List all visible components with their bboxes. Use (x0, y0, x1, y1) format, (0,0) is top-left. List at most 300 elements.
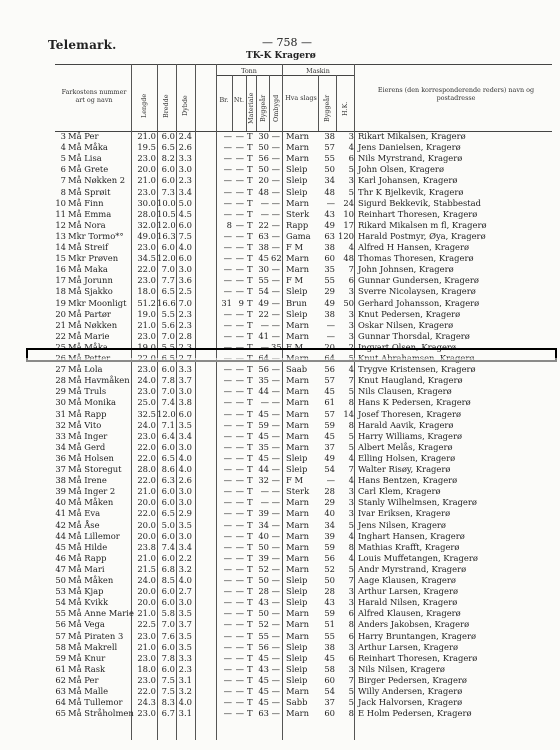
cell-type-and-name (68, 686, 108, 696)
cell-by: 56 (258, 641, 269, 652)
cell-mat: T (247, 175, 253, 186)
cell-by: 50 (258, 541, 269, 552)
cell-owner: Jens Nilsen, Kragerø (358, 519, 446, 530)
cell-type-and-name (68, 397, 116, 407)
cell-nt: — (235, 264, 244, 275)
cell-name: Holsen (84, 452, 114, 463)
cell-dyb: 3.0 (178, 530, 192, 541)
cell-name: Emma (84, 208, 112, 219)
cell-dyb: 5.0 (178, 197, 192, 208)
cell-type: Mkr (68, 253, 86, 264)
cell-type-and-name (68, 631, 123, 641)
cell-type: Må (68, 319, 82, 330)
cell-dyb: 3.8 (178, 397, 192, 408)
cell-nt: — (235, 208, 244, 219)
cell-dyb: 2.6 (178, 475, 192, 486)
cell-name: Inger 2 (84, 486, 116, 497)
table-row (0, 553, 560, 563)
cell-br: — (223, 308, 232, 319)
cell-by: — (260, 197, 269, 208)
cell-name: Tullemor (84, 697, 123, 708)
cell-om: — (271, 408, 280, 419)
cell-no: 15 (55, 253, 66, 264)
cell-dyb: 2.6 (178, 142, 192, 153)
cell-nt: — (235, 408, 244, 419)
cell-mat: T (247, 164, 253, 175)
cell-br: — (223, 230, 232, 241)
cell-by: 50 (258, 575, 269, 585)
cell-name: Rapp (84, 408, 107, 419)
cell-owner: Reinhart Thoresen, Kragerø (358, 652, 478, 663)
cell-bygg: 34 (324, 175, 335, 186)
cell-len: 25.0 (137, 397, 156, 408)
cell-brd: 6.5 (161, 508, 175, 519)
cell-bygg: 45 (324, 652, 335, 663)
cell-hk: 6 (348, 275, 354, 286)
cell-type-and-name (68, 453, 114, 463)
cell-nt: — (235, 330, 244, 341)
cell-mat: T (247, 330, 253, 341)
table-row (0, 231, 560, 241)
cell-om: — (271, 131, 280, 141)
row-overlap-shade (0, 358, 560, 362)
cell-hva: Marn (286, 508, 309, 519)
cell-name: Måka (84, 142, 108, 153)
cell-hva: Marn (286, 497, 309, 508)
cell-owner: Josef Thoresen, Kragerø (358, 408, 461, 419)
cell-len: 20.0 (137, 519, 156, 530)
cell-bygg: 56 (324, 552, 335, 563)
cell-br: — (223, 708, 232, 719)
cell-type-and-name (68, 286, 113, 296)
cell-dyb: 4.0 (178, 242, 192, 252)
table-row (0, 597, 560, 607)
cell-name: Moonligt (88, 297, 127, 308)
cell-dyb: 3.3 (178, 364, 192, 375)
cell-no: 64 (55, 697, 66, 708)
cell-len: 21.0 (137, 131, 156, 141)
cell-brd: 16.6 (157, 297, 176, 308)
cell-nt: — (235, 552, 244, 563)
cell-no: 6 (60, 164, 66, 175)
cell-hva: Sleip (286, 586, 308, 597)
cell-nt: — (235, 619, 244, 630)
cell-len: 23.0 (137, 242, 156, 252)
cell-br: — (223, 286, 232, 297)
cell-name: Kjap (84, 586, 104, 597)
cell-mat: T (247, 341, 253, 352)
cell-hva: Marn (286, 397, 309, 408)
cell-nt: — (235, 541, 244, 552)
cell-owner: Andr Myrstrand, Kragerø (358, 563, 467, 574)
cell-len: 22.0 (137, 686, 156, 696)
cell-br: — (223, 186, 232, 197)
cell-hk: 3 (348, 319, 354, 330)
cell-nt: — (235, 452, 244, 463)
cell-owner: Aage Klausen, Kragerø (358, 575, 456, 585)
table-row (0, 642, 560, 652)
cell-no: 59 (55, 652, 66, 663)
header-tonn: Tonn (241, 67, 257, 75)
cell-br: — (223, 630, 232, 641)
cell-type-and-name (68, 420, 101, 430)
cell-br: — (223, 497, 232, 508)
cell-bygg: 60 (324, 253, 335, 264)
cell-type: Må (68, 697, 82, 708)
cell-br: — (223, 319, 232, 330)
cell-no: 40 (55, 497, 66, 508)
cell-name: Malle (84, 686, 109, 696)
cell-owner: Sverre Nicolaysen, Kragerø (358, 286, 476, 297)
cell-type: Må (68, 186, 82, 197)
cell-om: — (271, 308, 280, 319)
cell-nt: — (235, 441, 244, 452)
cell-br: — (223, 419, 232, 430)
cell-name: Prøven (88, 253, 119, 264)
cell-br: — (223, 697, 232, 708)
cell-name: Monika (84, 397, 117, 408)
cell-name: Grete (84, 164, 109, 175)
cell-hva: Marn (286, 197, 309, 208)
cell-mat: T (247, 519, 253, 530)
cell-by: 45 (258, 452, 269, 463)
cell-mat: T (247, 308, 253, 319)
cell-br: — (223, 475, 232, 486)
cell-type-and-name (68, 664, 105, 674)
cell-hva: Sleip (286, 175, 308, 186)
cell-by: — (260, 397, 269, 408)
cell-brd: 12.0 (157, 408, 176, 419)
cell-type: Må (68, 552, 82, 563)
cell-nt: — (235, 486, 244, 497)
cell-owner: Albert Melås, Kragerø (358, 441, 453, 452)
cell-hva: F M (286, 475, 304, 486)
cell-by: 56 (258, 153, 269, 164)
cell-type-and-name (68, 442, 105, 452)
cell-no: 36 (55, 452, 66, 463)
cell-len: 20.0 (137, 530, 156, 541)
cell-hva: Rapp (286, 219, 309, 230)
cell-nt: — (235, 219, 244, 230)
cell-owner: Alfred H Hansen, Kragerø (358, 242, 470, 252)
cell-no: 39 (55, 486, 66, 497)
cell-no: 19 (55, 297, 66, 308)
cell-owner: John Olsen, Kragerø (358, 164, 444, 175)
cell-mat: T (247, 586, 253, 597)
cell-brd: 6.0 (161, 641, 175, 652)
cell-nt: — (235, 686, 244, 696)
cell-len: 24.0 (137, 419, 156, 430)
cell-no: 55 (55, 608, 66, 619)
cell-len: 20.0 (137, 586, 156, 597)
cell-name: Tormo*° (88, 230, 124, 241)
cell-br: — (223, 275, 232, 286)
cell-br: — (223, 686, 232, 696)
cell-mat: T (247, 619, 253, 630)
cell-br: — (223, 175, 232, 186)
cell-len: 51.2 (137, 297, 156, 308)
cell-hk: 3 (348, 486, 354, 497)
cell-nt: — (235, 308, 244, 319)
cell-len: 21.0 (137, 552, 156, 563)
cell-owner: Thomas Thoresen, Kragerø (358, 253, 474, 264)
cell-hva: Sleip (286, 652, 308, 663)
cell-no: 62 (55, 674, 66, 685)
cell-type-and-name (68, 275, 113, 285)
cell-nt: — (235, 497, 244, 508)
cell-len: 23.0 (137, 386, 156, 397)
cell-len: 23.0 (137, 330, 156, 341)
cell-mat: T (247, 563, 253, 574)
cell-mat: T (247, 153, 253, 164)
cell-brd: 16.3 (157, 230, 176, 241)
cell-no: 34 (55, 441, 66, 452)
cell-by: 22 (258, 219, 269, 230)
cell-dyb: 3.5 (178, 630, 192, 641)
cell-mat: T (247, 386, 253, 397)
cell-name: Måka (84, 341, 108, 352)
cell-no: 28 (55, 375, 66, 386)
cell-by: 40 (258, 530, 269, 541)
cell-hva: Marn (286, 419, 309, 430)
cell-dyb: 2.9 (178, 508, 192, 519)
table-row (0, 531, 560, 541)
cell-type: Må (68, 630, 82, 641)
cell-nt: — (235, 630, 244, 641)
cell-owner: Harald Aavik, Kragerø (358, 419, 454, 430)
cell-len: 19.5 (137, 142, 156, 153)
cell-owner: E Holm Pedersen, Kragerø (358, 708, 472, 719)
table-row (0, 264, 560, 274)
cell-nt: — (235, 530, 244, 541)
cell-type: Må (68, 575, 82, 585)
cell-name: Vito (84, 419, 102, 430)
cell-om: — (271, 508, 280, 519)
cell-no: 61 (55, 663, 66, 674)
cell-hva: Sabb (286, 697, 308, 708)
cell-mat: T (247, 641, 253, 652)
cell-nt: — (235, 242, 244, 252)
cell-hk: 5 (348, 386, 354, 397)
cell-br: — (223, 375, 232, 386)
table-row (0, 375, 560, 385)
cell-len: 21.0 (137, 319, 156, 330)
cell-bygg: 49 (324, 452, 335, 463)
cell-len: 23.8 (137, 541, 156, 552)
cell-brd: 10.0 (157, 197, 176, 208)
cell-om: — (271, 641, 280, 652)
cell-type: Må (68, 242, 82, 252)
cell-type: Mkr (68, 297, 86, 308)
cell-mat: T (247, 630, 253, 641)
header-lengde: Lengde (140, 93, 148, 118)
header-br: Br. (219, 96, 229, 104)
cell-type: Må (68, 308, 82, 319)
cell-by: 30 (258, 264, 269, 275)
cell-type-and-name (68, 520, 100, 530)
cell-om: — (271, 219, 280, 230)
cell-om: — (271, 297, 280, 308)
cell-type-and-name (68, 486, 115, 496)
cell-len: 24.0 (137, 375, 156, 386)
header-dybde: Dybde (181, 95, 189, 116)
cell-hk: 5 (348, 563, 354, 574)
cell-type-and-name (68, 608, 134, 618)
cell-om: — (271, 686, 280, 696)
cell-hk: 5 (348, 697, 354, 708)
cell-type: Må (68, 663, 82, 674)
cell-no: 29 (55, 386, 66, 397)
cell-type: Må (68, 264, 82, 275)
cell-type: Må (68, 597, 82, 608)
cell-brd: 8.3 (161, 697, 175, 708)
cell-name: Storegut (84, 464, 122, 474)
cell-type: Må (68, 652, 82, 663)
cell-nt: — (235, 386, 244, 397)
cell-brd: 7.6 (161, 630, 175, 641)
cell-dyb: 3.4 (178, 186, 192, 197)
cell-hk: 5 (348, 430, 354, 441)
column-divider (256, 75, 257, 131)
cell-len: 23.0 (137, 708, 156, 719)
cell-type: Må (68, 330, 82, 341)
table-row (0, 608, 560, 618)
header-byggear: Byggeår (259, 94, 267, 122)
cell-owner: Harry Williams, Kragerø (358, 430, 463, 441)
cell-type-and-name (68, 409, 106, 419)
cell-nt: — (235, 164, 244, 175)
cell-name: Jorunn (84, 275, 113, 286)
cell-len: 28.0 (137, 464, 156, 474)
cell-owner: Oskar Nilsen, Kragerø (358, 319, 454, 330)
cell-hk: 8 (348, 541, 354, 552)
cell-hva: Marn (286, 686, 309, 696)
cell-hk: 7 (348, 674, 354, 685)
cell-om: — (271, 186, 280, 197)
cell-by: 22 (258, 308, 269, 319)
cell-type-and-name (68, 309, 111, 319)
cell-hk: 7 (348, 464, 354, 474)
cell-name: Sprøit (84, 186, 111, 197)
cell-by: 44 (258, 386, 269, 397)
cell-owner: Nils Clausen, Kragerø (358, 386, 452, 397)
cell-type-and-name (68, 697, 123, 707)
cell-type: Må (68, 408, 82, 419)
cell-om: — (271, 319, 280, 330)
cell-type: Må (68, 708, 82, 719)
cell-owner: Elling Holsen, Kragerø (358, 452, 456, 463)
cell-hk: 6 (348, 608, 354, 619)
cell-type-and-name (68, 198, 104, 208)
cell-hva: Marn (286, 441, 309, 452)
cell-bygg: 59 (324, 541, 335, 552)
cell-om: — (271, 541, 280, 552)
cell-bygg: 54 (324, 464, 335, 474)
cell-brd: 6.0 (161, 597, 175, 608)
cell-hk: 24 (343, 197, 354, 208)
cell-by: 32 (258, 475, 269, 486)
cell-brd: 7.5 (161, 674, 175, 685)
cell-no: 4 (60, 142, 66, 153)
column-divider (269, 75, 270, 131)
cell-no: 65 (55, 708, 66, 719)
cell-hk: 5 (348, 164, 354, 175)
cell-no: 45 (55, 541, 66, 552)
cell-by: 39 (258, 552, 269, 563)
cell-mat: T (247, 697, 253, 708)
cell-om: — (271, 708, 280, 719)
table-row (0, 275, 560, 285)
cell-nt: — (235, 375, 244, 386)
cell-len: 19.0 (137, 341, 156, 352)
cell-hk: 17 (343, 219, 354, 230)
cell-hva: Brun (286, 297, 307, 308)
cell-mat: T (247, 452, 253, 463)
cell-om: — (271, 286, 280, 297)
cell-len: 22.0 (137, 508, 156, 519)
cell-no: 37 (55, 464, 66, 474)
cell-hva: Marn (286, 608, 309, 619)
cell-owner: Gunnar Thorsdal, Kragerø (358, 330, 470, 341)
cell-by: 28 (258, 586, 269, 597)
cell-hk: 3 (348, 586, 354, 597)
cell-bygg: 60 (324, 708, 335, 719)
cell-om: — (271, 386, 280, 397)
cell-hva: Sleip (286, 641, 308, 652)
cell-len: 18.0 (137, 663, 156, 674)
cell-hva: Marn (286, 619, 309, 630)
cell-hva: Marn (286, 131, 309, 141)
cell-mat: T (247, 575, 253, 585)
cell-hk: 4 (348, 552, 354, 563)
cell-hva: Marn (286, 253, 309, 264)
cell-type-and-name (68, 497, 113, 507)
cell-om: — (271, 586, 280, 597)
cell-om: — (271, 519, 280, 530)
table-row (0, 564, 560, 574)
cell-type-and-name (68, 575, 113, 585)
cell-len: 32.0 (137, 219, 156, 230)
cell-br: — (223, 563, 232, 574)
cell-om: — (271, 153, 280, 164)
cell-len: 23.0 (137, 630, 156, 641)
table-row (0, 364, 560, 374)
cell-by: 52 (258, 619, 269, 630)
cell-br: — (223, 131, 232, 141)
cell-type: Må (68, 541, 82, 552)
table-row (0, 453, 560, 463)
cell-type: Må (68, 674, 82, 685)
cell-len: 22.0 (137, 441, 156, 452)
cell-brd: 6.0 (161, 663, 175, 674)
cell-om: — (271, 608, 280, 619)
cell-hk: 3 (348, 286, 354, 297)
cell-no: 14 (55, 242, 66, 252)
cell-owner: Knut Haugland, Kragerø (358, 375, 463, 386)
cell-hk: 4 (348, 242, 354, 252)
table-row (0, 575, 560, 585)
cell-len: 20.0 (137, 164, 156, 175)
cell-om: — (271, 175, 280, 186)
cell-no: 46 (55, 552, 66, 563)
table-row (0, 631, 560, 641)
cell-len: 20.0 (137, 497, 156, 508)
cell-hk: 3 (348, 497, 354, 508)
cell-bygg: 45 (324, 430, 335, 441)
table-row (0, 697, 560, 707)
cell-brd: 7.0 (161, 619, 175, 630)
cell-by: 43 (258, 597, 269, 608)
